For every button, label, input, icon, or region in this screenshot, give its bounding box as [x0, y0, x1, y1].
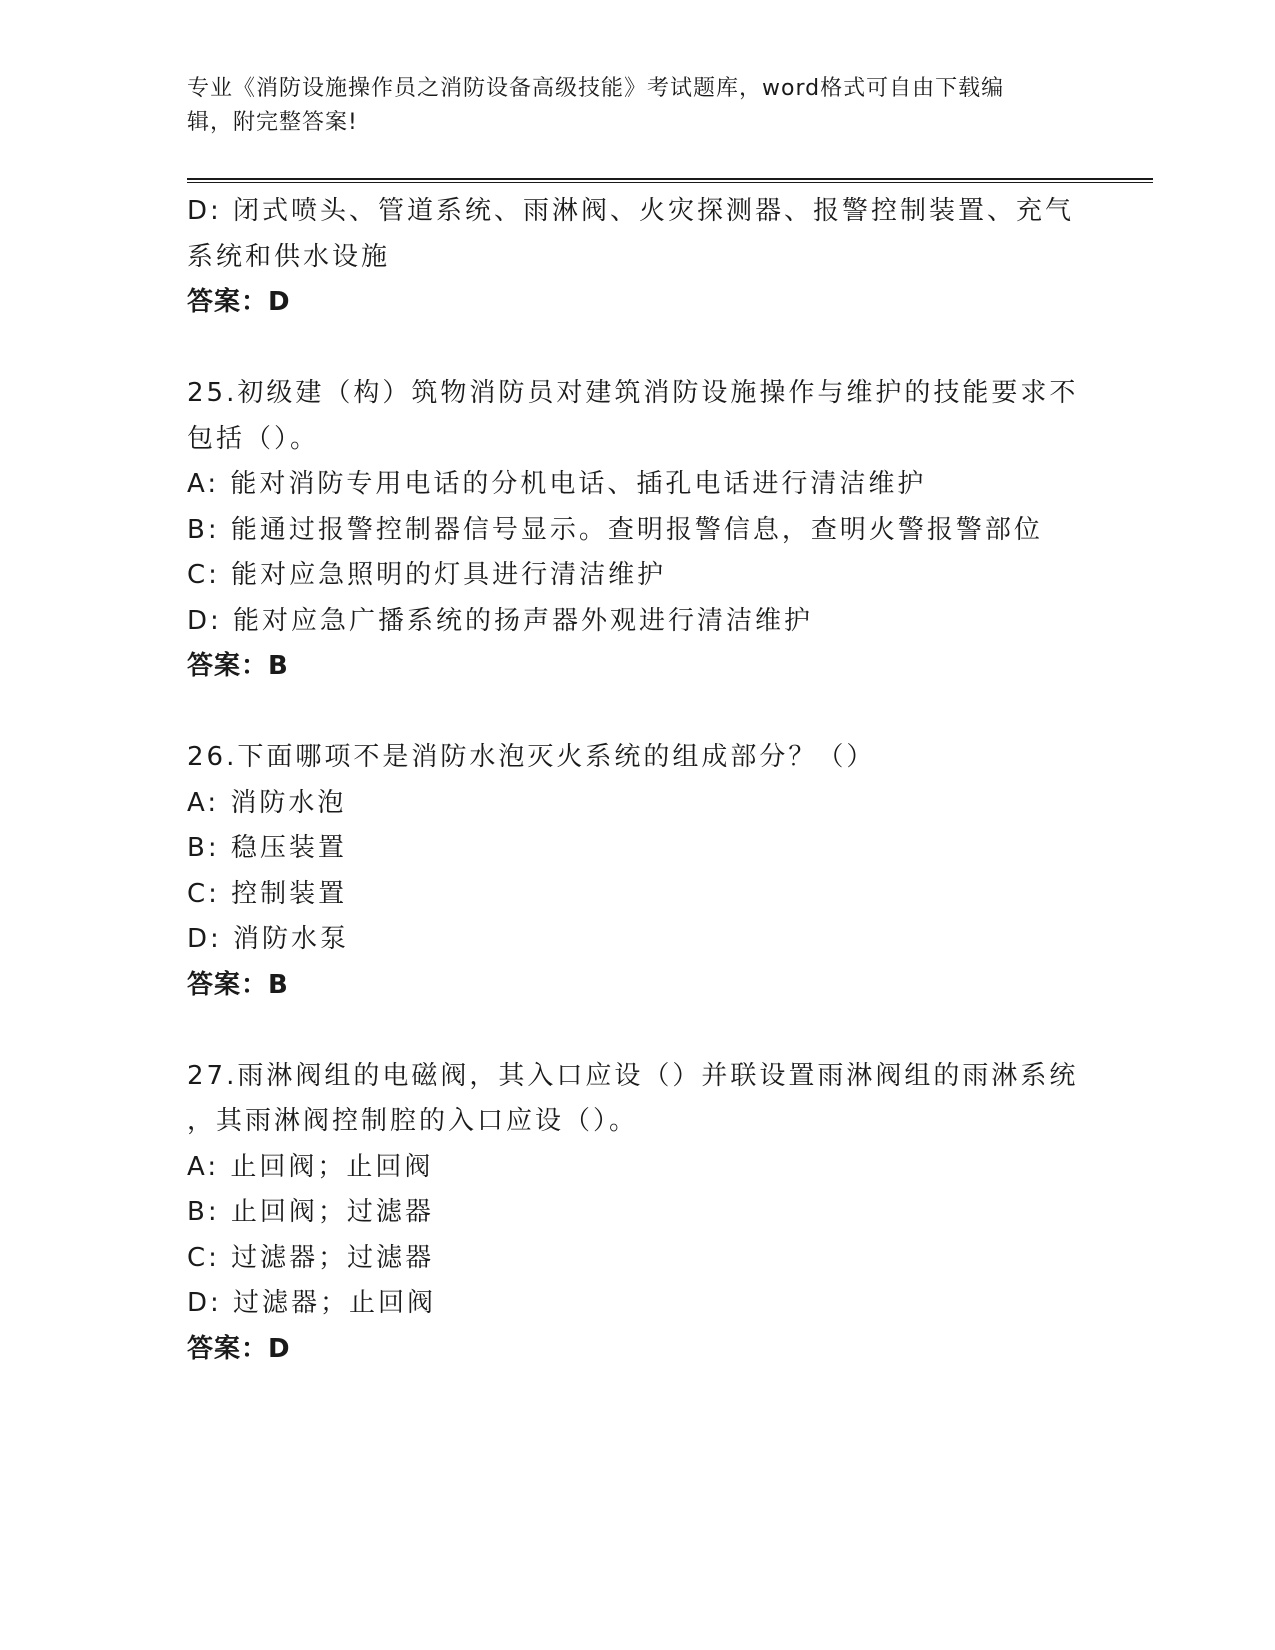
option-a: A: 消防水泡 [187, 787, 347, 818]
question-text-continued: ，其雨淋阀控制腔的入口应设（）。 [187, 1106, 639, 1136]
header-divider [187, 178, 1153, 183]
option-b: B: 能通过报警控制器信号显示。查明报警信息，查明火警报警部位 [187, 514, 1043, 545]
question-26 [187, 735, 1087, 1008]
option-c: C: 能对应急照明的灯具进行清洁维护 [187, 560, 667, 590]
answer: 答案：B [187, 651, 289, 681]
question-text: 27.雨淋阀组的电磁阀，其入口应设（）并联设置雨淋阀组的雨淋系统 [187, 1060, 1079, 1091]
document-body [187, 189, 1087, 1372]
document-header [187, 72, 1067, 140]
question-text-continued: 包括（）。 [187, 423, 320, 454]
option-c: C: 控制装置 [187, 878, 348, 909]
spacer [187, 1008, 1087, 1054]
question-24-tail [187, 189, 1087, 326]
spacer [187, 326, 1087, 372]
question-25 [187, 371, 1087, 690]
question-text: 25.初级建（构）筑物消防员对建筑消防设施操作与维护的技能要求不 [187, 378, 1079, 408]
option-d: D: 能对应急广播系统的扬声器外观进行清洁维护 [187, 605, 814, 636]
question-text: 26.下面哪项不是消防水泡灭火系统的组成部分？（） [187, 742, 876, 772]
option-d: D: 消防水泵 [187, 924, 350, 954]
answer: 答案：B [187, 969, 289, 1000]
option-b: B: 稳压装置 [187, 833, 347, 863]
spacer [187, 690, 1087, 736]
option-c: C: 过滤器；过滤器 [187, 1242, 435, 1273]
option-a: A: 止回阀；止回阀 [187, 1151, 434, 1182]
option-b: B: 止回阀；过滤器 [187, 1197, 434, 1227]
header-line-2: 辑，附完整答案! [187, 110, 358, 135]
answer: 答案：D [187, 287, 291, 317]
option-d: D: 闭式喷头、管道系统、雨淋阀、火灾探测器、报警控制装置、充气 [187, 196, 1075, 226]
answer: 答案：D [187, 1333, 291, 1364]
option-a: A: 能对消防专用电话的分机电话、插孔电话进行清洁维护 [187, 469, 927, 499]
option-d: D: 过滤器；止回阀 [187, 1288, 437, 1318]
question-27 [187, 1054, 1087, 1373]
option-d-continued: 系统和供水设施 [187, 241, 391, 272]
header-line-1: 专业《消防设施操作员之消防设备高级技能》考试题库，word格式可自由下载编 [187, 76, 1005, 101]
